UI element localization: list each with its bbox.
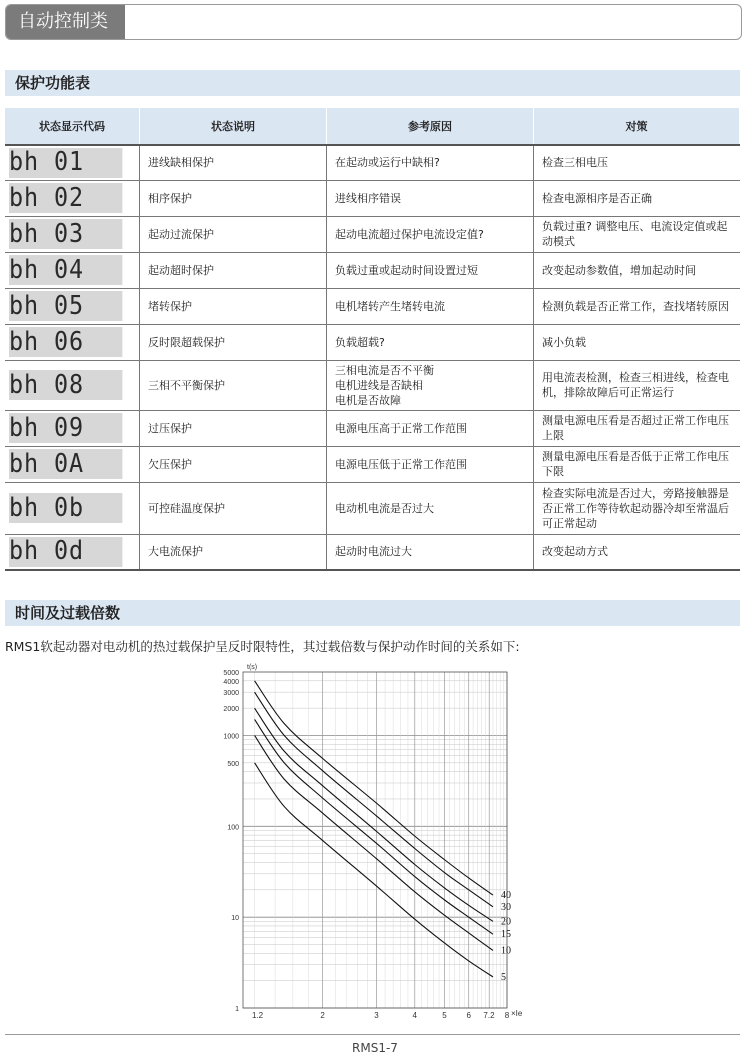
curve-label-10: 10 xyxy=(500,945,511,957)
lcd-status-code: bh 05 xyxy=(9,291,122,321)
table-row xyxy=(5,288,740,324)
x-tick-label: 1.2 xyxy=(252,1011,264,1020)
y-tick-label: 3000 xyxy=(223,690,239,698)
lcd-status-code: bh 0b xyxy=(9,493,122,523)
table-row xyxy=(5,534,740,570)
table-header-row xyxy=(5,108,740,145)
status-description-cell: 起动超时保护 xyxy=(140,252,327,288)
y-tick-label: 100 xyxy=(227,824,239,832)
action-cell: 用电流表检测，检查三相进线，检查电机，排除故障后可正常运行 xyxy=(534,360,740,410)
protection-table xyxy=(5,108,740,571)
y-tick-label: 4000 xyxy=(223,678,239,686)
x-tick-label: 2 xyxy=(320,1011,325,1020)
status-description-cell: 反时限超载保护 xyxy=(140,324,327,360)
status-description-cell: 过压保护 xyxy=(140,410,327,446)
cause-cell: 起动电流超过保护电流设定值? xyxy=(327,216,534,252)
column-header-cause: 参考原因 xyxy=(327,108,534,145)
overload-curve-chart xyxy=(205,660,535,1025)
y-axis-label: t(s) xyxy=(247,664,258,671)
column-header-code: 状态显示代码 xyxy=(5,108,140,145)
curve-label-30: 30 xyxy=(500,901,511,913)
x-tick-label: 3 xyxy=(374,1011,379,1020)
action-cell: 检查三相电压 xyxy=(534,145,740,180)
cause-cell: 起动时电流过大 xyxy=(327,534,534,570)
status-code-cell xyxy=(5,216,140,252)
status-description-cell: 堵转保护 xyxy=(140,288,327,324)
cause-cell: 进线相序错误 xyxy=(327,180,534,216)
lcd-status-code: bh 03 xyxy=(9,219,122,249)
overload-curve-15 xyxy=(255,719,493,934)
table-row xyxy=(5,360,740,410)
table-row xyxy=(5,180,740,216)
cause-cell: 负载过重或起动时间设置过短 xyxy=(327,252,534,288)
status-code-cell xyxy=(5,534,140,570)
table-row xyxy=(5,410,740,446)
y-tick-label: 1000 xyxy=(223,733,239,741)
status-description-cell: 可控硅温度保护 xyxy=(140,482,327,534)
status-description-cell: 进线缺相保护 xyxy=(140,145,327,180)
action-cell: 测量电源电压看是否低于正常工作电压下限 xyxy=(534,446,740,482)
x-tick-label: 7.2 xyxy=(483,1011,495,1020)
cause-cell: 电机堵转产生堵转电流 xyxy=(327,288,534,324)
table-row xyxy=(5,446,740,482)
curve-label-15: 15 xyxy=(500,929,511,941)
lcd-status-code: bh 06 xyxy=(9,327,122,357)
table-row xyxy=(5,216,740,252)
status-code-cell xyxy=(5,180,140,216)
y-tick-label: 2000 xyxy=(223,706,239,714)
footer-divider xyxy=(5,1034,740,1035)
status-code-cell xyxy=(5,145,140,180)
cause-cell: 在起动或运行中缺相? xyxy=(327,145,534,180)
overload-curve-10 xyxy=(255,735,493,950)
x-tick-label: 6 xyxy=(466,1011,471,1020)
action-cell: 负载过重? 调整电压、电流设定值或起动模式 xyxy=(534,216,740,252)
action-cell: 改变起动参数值，增加起动时间 xyxy=(534,252,740,288)
overload-curve-30 xyxy=(255,692,493,907)
status-description-cell: 起动过流保护 xyxy=(140,216,327,252)
overload-intro-text: RMS1软起动器对电动机的热过载保护呈反时限特性，其过载倍数与保护动作时间的关系如下: xyxy=(5,639,520,654)
y-tick-label: 500 xyxy=(227,760,239,768)
overload-curve-20 xyxy=(255,708,493,921)
lcd-status-code: bh 0A xyxy=(9,449,122,479)
page-number: RMS1-7 xyxy=(352,1041,398,1055)
action-cell: 检测负载是否正常工作，查找堵转原因 xyxy=(534,288,740,324)
overload-curve-40 xyxy=(255,681,493,895)
table-row xyxy=(5,324,740,360)
curve-label-40: 40 xyxy=(500,890,511,902)
status-code-cell xyxy=(5,410,140,446)
action-cell: 减小负载 xyxy=(534,324,740,360)
status-description-cell: 相序保护 xyxy=(140,180,327,216)
status-description-cell: 欠压保护 xyxy=(140,446,327,482)
lcd-status-code: bh 08 xyxy=(9,370,122,400)
x-tick-label: 5 xyxy=(442,1011,447,1020)
cause-cell: 电动机电流是否过大 xyxy=(327,482,534,534)
table-row xyxy=(5,252,740,288)
column-header-action: 对策 xyxy=(534,108,740,145)
cause-cell: 电源电压高于正常工作范围 xyxy=(327,410,534,446)
action-cell: 检查实际电流是否过大，旁路接触器是否正常工作等待软起动器冷却至常温后可正常起动 xyxy=(534,482,740,534)
table-row xyxy=(5,145,740,180)
lcd-status-code: bh 04 xyxy=(9,255,122,285)
lcd-status-code: bh 01 xyxy=(9,148,122,178)
y-tick-label: 10 xyxy=(231,915,239,923)
column-header-desc: 状态说明 xyxy=(140,108,327,145)
y-tick-label: 5000 xyxy=(223,670,239,677)
y-tick-label: 1 xyxy=(235,1006,239,1013)
lcd-status-code: bh 0d xyxy=(9,537,122,567)
status-description-cell: 大电流保护 xyxy=(140,534,327,570)
status-code-cell xyxy=(5,252,140,288)
curve-label-20: 20 xyxy=(500,916,511,928)
cause-cell: 三相电流是否不平衡 电机进线是否缺相 电机是否故障 xyxy=(327,360,534,410)
status-description-cell: 三相不平衡保护 xyxy=(140,360,327,410)
section-header xyxy=(5,4,742,40)
x-tick-label: 8 xyxy=(504,1011,510,1020)
curve-label-5: 5 xyxy=(500,971,506,983)
action-cell: 改变起动方式 xyxy=(534,534,740,570)
status-code-cell xyxy=(5,360,140,410)
cause-cell: 负载超载? xyxy=(327,324,534,360)
action-cell: 测量电源电压看是否超过正常工作电压上限 xyxy=(534,410,740,446)
overload-section-title: 时间及过载倍数 xyxy=(5,600,740,626)
status-code-cell xyxy=(5,446,140,482)
status-code-cell xyxy=(5,288,140,324)
status-code-cell xyxy=(5,482,140,534)
table-row xyxy=(5,482,740,534)
status-code-cell xyxy=(5,324,140,360)
x-axis-label: ×Ie xyxy=(511,1009,523,1018)
category-tag: 自动控制类 xyxy=(6,5,125,39)
action-cell: 检查电源相序是否正确 xyxy=(534,180,740,216)
cause-cell: 电源电压低于正常工作范围 xyxy=(327,446,534,482)
lcd-status-code: bh 02 xyxy=(9,183,122,213)
protection-table-title: 保护功能表 xyxy=(5,70,740,96)
x-tick-label: 4 xyxy=(412,1011,417,1020)
lcd-status-code: bh 09 xyxy=(9,413,122,443)
